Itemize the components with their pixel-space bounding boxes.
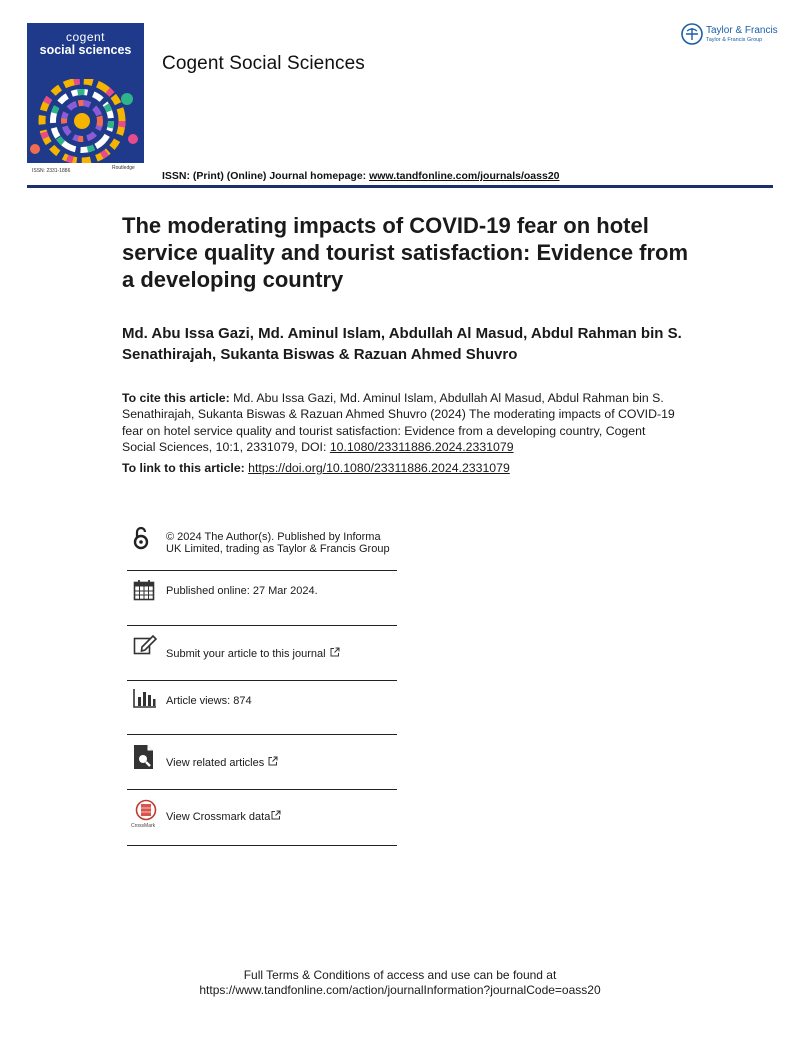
article-views: Article views: 874 (166, 695, 252, 707)
citation-block (122, 390, 682, 456)
submit-row[interactable] (127, 626, 397, 681)
crossmark-link[interactable] (166, 810, 281, 823)
related-row[interactable] (127, 735, 397, 790)
cover-artwork (27, 79, 144, 169)
cover-title (27, 31, 144, 57)
calendar-icon (133, 579, 155, 601)
journal-cover-image (27, 23, 144, 181)
cover-title-line1: cogent (65, 30, 106, 44)
crossmark-label: View Crossmark data (166, 811, 271, 823)
external-link-icon (268, 756, 278, 766)
article-link-line (122, 461, 510, 475)
article-link-label: To link to this article: (122, 461, 249, 475)
crossmark-icon-label: CrossMark (131, 823, 156, 829)
citation-doi-link[interactable]: 10.1080/23311886.2024.2331079 (329, 440, 514, 455)
article-title: The moderating impacts of COVID-19 fear on hotel service quality and tourist satisfaction: Evidence from a developing country (122, 213, 689, 292)
open-access-icon (133, 526, 149, 550)
related-articles-icon (133, 744, 155, 770)
article-doi-url[interactable]: https://doi.org/10.1080/23311886.2024.2331079 (248, 461, 510, 475)
related-articles-label: View related articles (166, 757, 265, 769)
citation-label: To cite this article: (122, 391, 230, 405)
published-row (127, 571, 397, 626)
journal-homepage-link[interactable]: www.tandfonline.com/journals/oass20 (369, 170, 560, 182)
published-date: Published online: 27 Mar 2024. (166, 585, 318, 597)
terms-footer-line1: Full Terms & Conditions of access and use can be found at (243, 968, 557, 982)
publisher-logo (681, 23, 781, 47)
external-link-icon (330, 647, 340, 657)
header-divider (27, 185, 773, 188)
license-text: © 2024 The Author(s). Published by Informa UK Limited, trading as Taylor & Francis Group (166, 531, 390, 555)
edit-icon (133, 634, 157, 656)
issn-homepage-line (162, 170, 560, 182)
related-articles-link[interactable] (166, 756, 278, 769)
submit-article-link[interactable] (166, 647, 340, 660)
cover-issn: ISSN: 2331-1886 (32, 168, 71, 174)
article-info-panel (127, 522, 397, 846)
issn-label: ISSN: (Print) (Online) Journal homepage: (162, 170, 370, 182)
publisher-logo-name: Taylor & Francis (706, 25, 778, 36)
publisher-logo-subtitle: Taylor & Francis Group (706, 37, 763, 43)
citation-text: Md. Abu Issa Gazi, Md. Aminul Islam, Abdullah Al Masud, Abdul Rahman bin S. Senathirajah, Sukanta Biswas & Razuan Ahmed Shuvro (2024) The moderating impacts of COVID-19 fear on hotel service quality and tourist satisfaction: Evidence from a developing country, Cogent Social Sciences, 10:1, 2331079, DOI: (122, 391, 675, 455)
bar-chart-icon (133, 688, 157, 708)
terms-footer (0, 968, 800, 997)
journal-name: Cogent Social Sciences (162, 53, 365, 74)
crossmark-row[interactable] (127, 790, 397, 846)
external-link-icon (271, 810, 281, 820)
license-row (127, 522, 397, 571)
views-row (127, 681, 397, 735)
cover-title-line2: social sciences (39, 43, 132, 57)
article-authors: Md. Abu Issa Gazi, Md. Aminul Islam, Abdullah Al Masud, Abdul Rahman bin S. Senathirajah, Sukanta Biswas & Razuan Ahmed Shuvro (122, 325, 682, 363)
submit-article-label: Submit your article to this journal (166, 648, 326, 660)
taylor-francis-logo-icon (681, 23, 703, 45)
terms-footer-url[interactable]: https://www.tandfonline.com/action/journalInformation?journalCode=oass20 (199, 982, 601, 997)
cover-publisher: Routledge (112, 165, 135, 171)
